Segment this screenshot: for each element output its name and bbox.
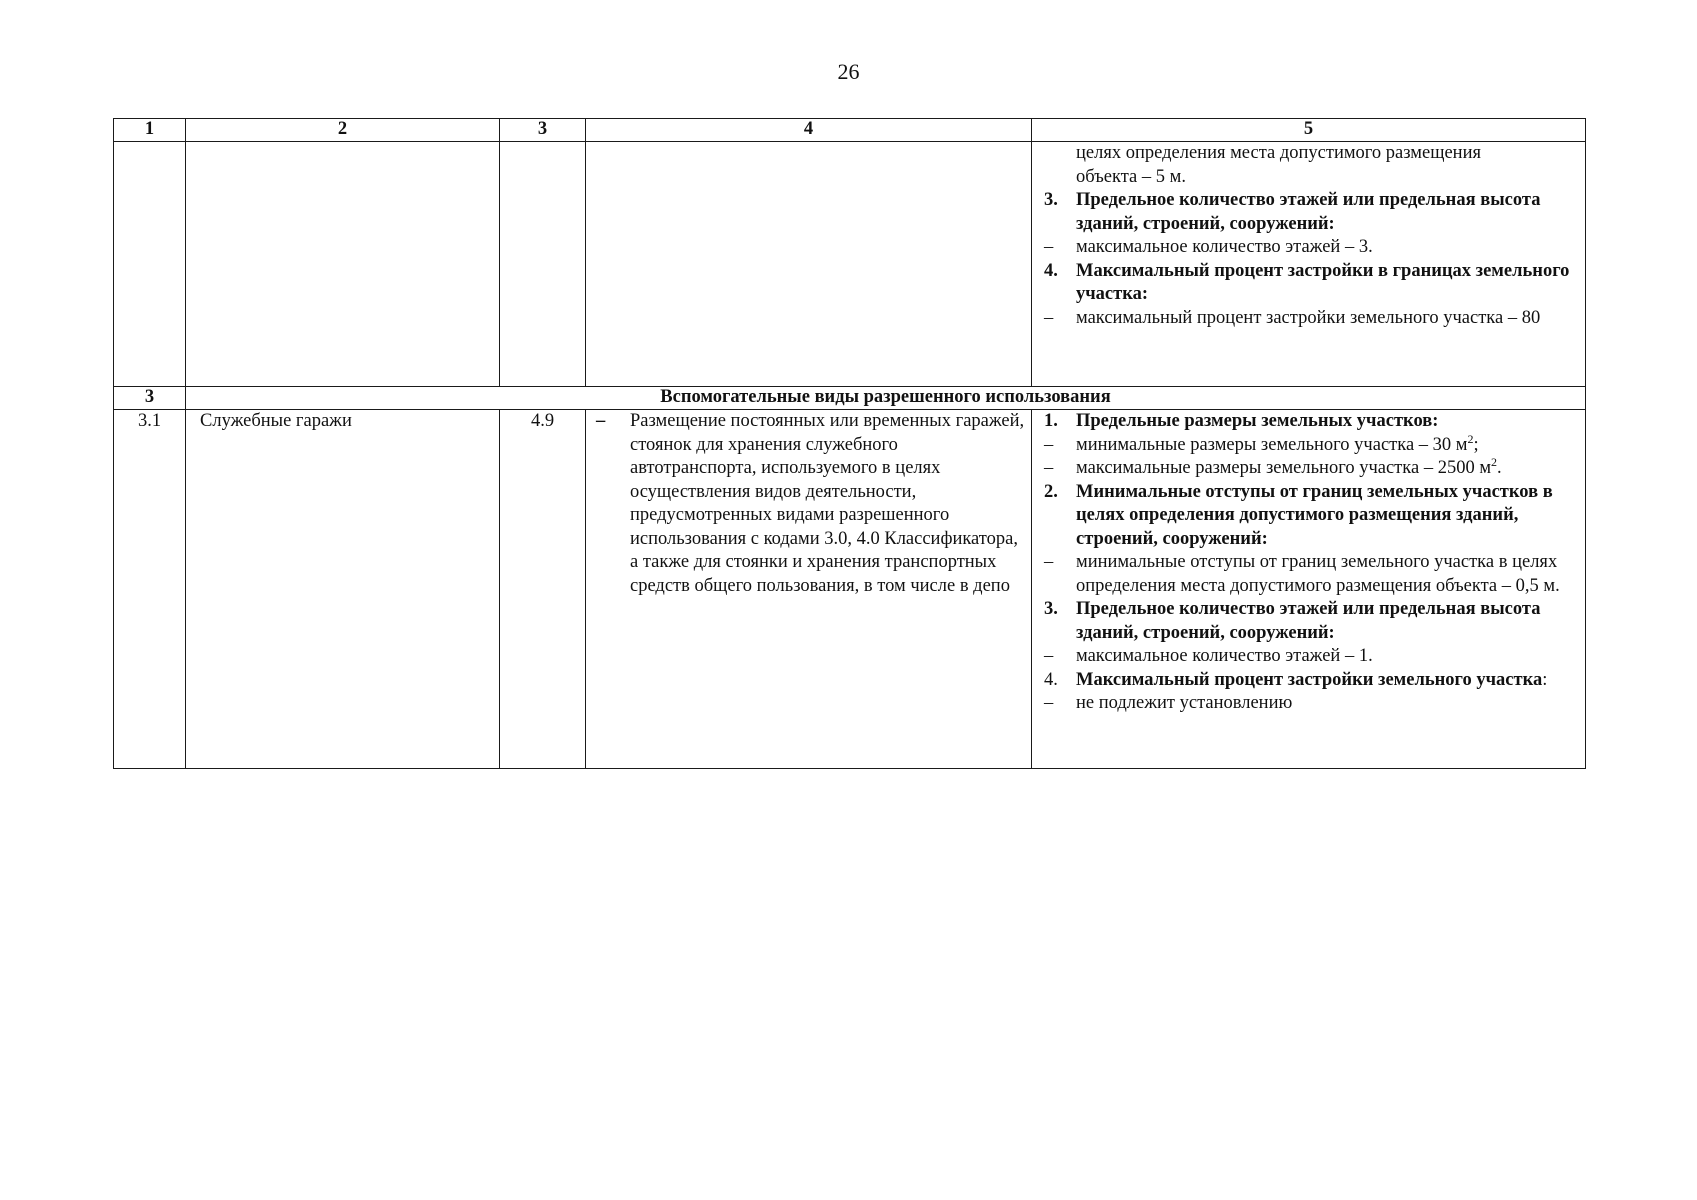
list-item-text: максимальное количество этажей – 3. [1076, 237, 1373, 257]
list-item [1040, 260, 1577, 307]
list-marker: – [1044, 458, 1054, 478]
list-item [1040, 551, 1577, 598]
list-marker: – [1044, 237, 1054, 257]
list-item-text [1076, 431, 1577, 458]
use-description-cell [586, 410, 1032, 769]
list-item-text: максимальное количество этажей – 1. [1076, 646, 1373, 666]
superscript: 2 [1491, 455, 1498, 469]
list-marker: – [596, 411, 606, 431]
continuation-cell-4 [586, 142, 1032, 387]
classifier-code: 4.9 [500, 410, 586, 769]
list-marker: 4. [1044, 669, 1058, 690]
list-item-text [1076, 669, 1577, 693]
punctuation: ; [1473, 434, 1479, 455]
list-marker: – [1044, 552, 1054, 572]
list-marker: 4. [1044, 260, 1058, 281]
continuation-cell-3 [500, 142, 586, 387]
list-item [1040, 669, 1577, 693]
list-item-text: Предельные размеры земельных участков: [1076, 411, 1439, 431]
list-marker: 2. [1044, 481, 1058, 502]
table-row [114, 410, 1586, 769]
params-cell [1032, 410, 1586, 769]
list-marker: 3. [1044, 190, 1058, 210]
superscript: 2 [1467, 431, 1474, 446]
punctuation: : [1542, 669, 1548, 690]
punctuation: . [1497, 458, 1502, 478]
list-item [1040, 457, 1577, 481]
list-item [1040, 481, 1577, 552]
list-marker: – [1044, 434, 1054, 455]
column-header-5: 5 [1032, 119, 1586, 142]
list-item-text: Максимальный процент застройки в границах земельного участка: [1076, 260, 1570, 304]
page-number: 26 [837, 59, 860, 84]
section-title: Вспомогательные виды разрешенного использования [186, 387, 1586, 410]
continuation-cell-2 [186, 142, 500, 387]
continuation-line: целях определения места допустимого размещения [1076, 143, 1481, 163]
list-item [1040, 431, 1577, 458]
list-item [1040, 189, 1577, 236]
row-number: 3.1 [114, 410, 186, 769]
list-marker: – [1044, 646, 1054, 666]
use-type-name: Служебные гаражи [186, 410, 500, 769]
continuation-cell-1 [114, 142, 186, 387]
list-item-text: Минимальные отступы от границ земельных участков в целях определения допустимого размещения зданий, строений, сооружений: [1076, 481, 1553, 549]
list-item-text: Предельное количество этажей или предельная высота зданий, строений, сооружений: [1076, 599, 1541, 643]
list-item [1040, 307, 1577, 331]
list-marker: – [1044, 693, 1054, 713]
table-header-row [114, 119, 1586, 142]
min-size-text: минимальные размеры земельного участка – 30 м [1076, 434, 1468, 455]
list-item-text [1076, 457, 1577, 481]
column-header-1: 1 [114, 119, 186, 142]
list-item-text: максимальный процент застройки земельного участка – 80 [1076, 307, 1541, 328]
table-row-continuation [114, 142, 1586, 387]
use-description: Размещение постоянных или временных гаражей, стоянок для хранения служебного автотранспорта, используемого в целях осуществления видов деятельности, предусмотренных видами разрешенного использования с кодами 3.0, 4.0 Классификатора, а также для стоянки и хранения транспортных средств общего пользования, в том числе в депо [630, 411, 1025, 596]
description-item [594, 410, 1025, 598]
list-item-text: не подлежит установлению [1076, 693, 1293, 713]
continuation-line: объекта – 5 м. [1076, 166, 1186, 187]
list-marker: – [1044, 307, 1054, 328]
list-item [1040, 598, 1577, 645]
list-marker: 3. [1044, 599, 1058, 619]
column-header-3: 3 [500, 119, 586, 142]
list-item-text: минимальные отступы от границ земельного участка в целях определения места допустимого размещения объекта – 0,5 м. [1076, 552, 1560, 596]
list-item [1040, 410, 1577, 434]
column-header-2: 2 [186, 119, 500, 142]
continuation-params-cell [1032, 142, 1586, 387]
list-item-title: Максимальный процент застройки земельного участка [1076, 669, 1543, 690]
list-item [1040, 236, 1577, 260]
list-item-text: Предельное количество этажей или предельная высота зданий, строений, сооружений: [1076, 190, 1541, 234]
section-row [114, 387, 1586, 410]
regulations-table [113, 118, 1586, 769]
max-size-text: максимальные размеры земельного участка – 2500 м [1076, 458, 1492, 478]
list-item [1040, 692, 1577, 716]
list-item [1040, 645, 1577, 669]
section-number: 3 [114, 387, 186, 410]
column-header-4: 4 [586, 119, 1032, 142]
list-marker: 1. [1044, 411, 1058, 431]
